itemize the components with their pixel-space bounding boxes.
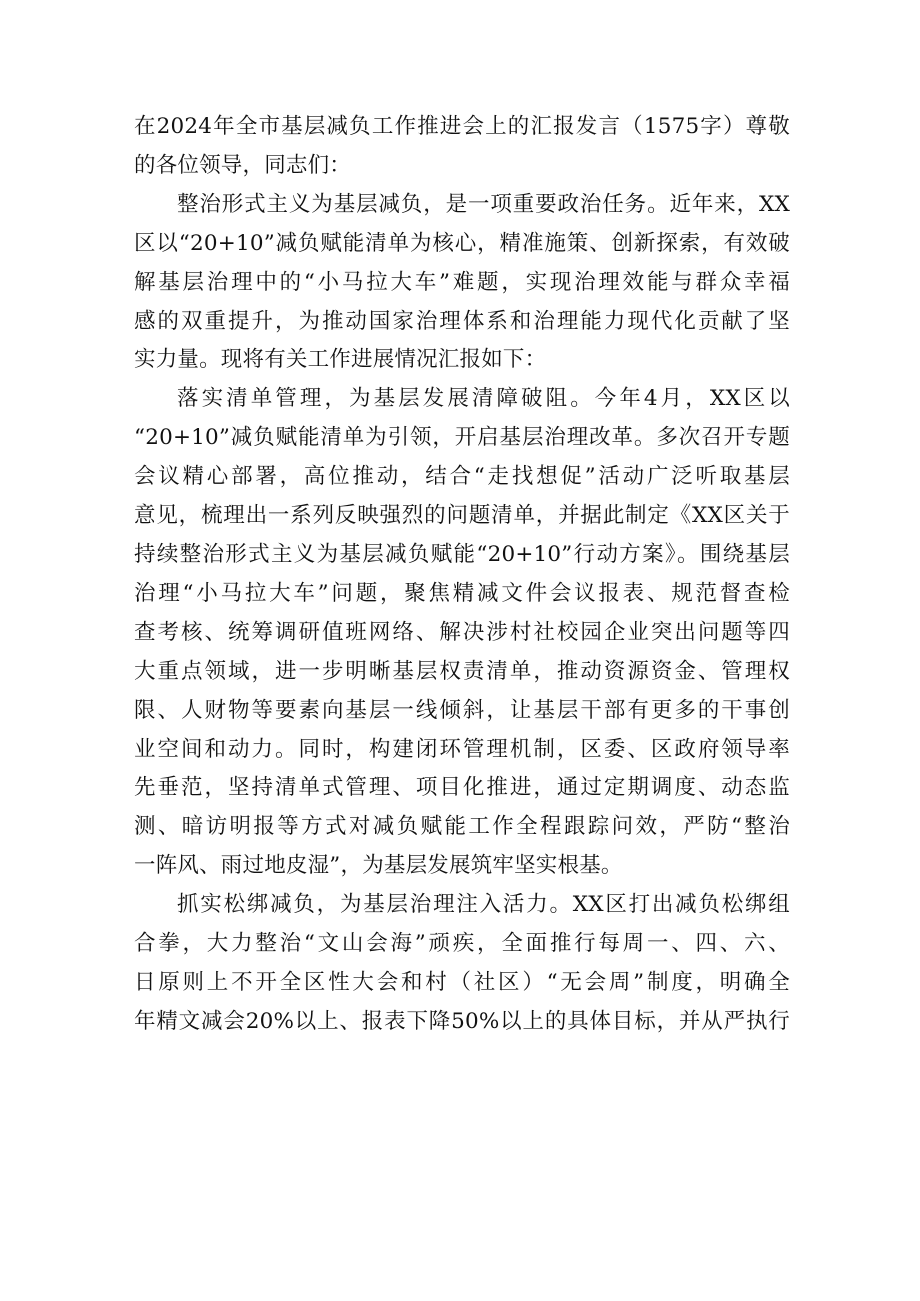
text-line: 整治形式主义为基层减负，是一项重要政治任务。近年来，XX (177, 191, 790, 217)
text-line: 感的双重提升，为推动国家治理体系和治理能力现代化贡献了坚 (134, 308, 790, 334)
text-line: 测、暗访明报等方式对减负赋能工作全程跟踪问效，严防“整治 (134, 814, 790, 840)
text-line: 抓实松绑减负，为基层治理注入活力。XX区打出减负松绑组 (177, 892, 790, 918)
text-line: 意见，梳理出一系列反映强烈的问题清单，并据此制定《XX区关于 (134, 503, 790, 529)
document-body (134, 108, 790, 1042)
text-line: 合拳，大力整治“文山会海”顽疾，全面推行每周一、四、六、 (134, 931, 790, 957)
text-line: 的各位领导，同志们： (134, 152, 352, 178)
title-and-salutation (134, 108, 790, 186)
text-line: 区以“20+10”减负赋能清单为核心，精准施策、创新探索，有效破 (134, 230, 790, 256)
paragraph-burden-reduction (134, 886, 790, 1042)
text-line: 年精文减会20%以上、报表下降50%以上的具体目标，并从严执行 (134, 1008, 790, 1034)
text-line: 限、人财物等要素向基层一线倾斜，让基层干部有更多的干事创 (134, 697, 790, 723)
text-line: 在2024年全市基层减负工作推进会上的汇报发言（1575字）尊敬 (134, 114, 790, 139)
text-line: 一阵风、雨过地皮湿”，为基层发展筑牢坚实根基。 (134, 853, 623, 879)
text-line: 落实清单管理，为基层发展清障破阻。今年4月，XX区以 (177, 386, 790, 412)
paragraph-intro (134, 186, 790, 381)
text-line: 会议精心部署，高位推动，结合“走找想促”活动广泛听取基层 (134, 464, 790, 490)
text-line: 业空间和动力。同时，构建闭环管理机制，区委、区政府领导率 (134, 736, 790, 762)
text-line: 查考核、统筹调研值班网络、解决涉村社校园企业突出问题等四 (134, 619, 790, 645)
text-line: 持续整治形式主义为基层减负赋能“20+10”行动方案》。围绕基层 (134, 541, 790, 567)
text-line: 先垂范，坚持清单式管理、项目化推进，通过定期调度、动态监 (134, 775, 790, 801)
text-line: 日原则上不开全区性大会和村（社区）“无会周”制度，明确全 (134, 969, 790, 995)
text-line: 治理“小马拉大车”问题，聚焦精减文件会议报表、规范督查检 (134, 580, 790, 606)
paragraph-list-management (134, 380, 790, 886)
text-line: “20+10”减负赋能清单为引领，开启基层治理改革。多次召开专题 (134, 425, 790, 451)
text-line: 大重点领域，进一步明晰基层权责清单，推动资源资金、管理权 (134, 658, 790, 684)
text-line: 实力量。现将有关工作进展情况汇报如下： (134, 347, 547, 373)
text-line: 解基层治理中的“小马拉大车”难题，实现治理效能与群众幸福 (134, 269, 790, 295)
